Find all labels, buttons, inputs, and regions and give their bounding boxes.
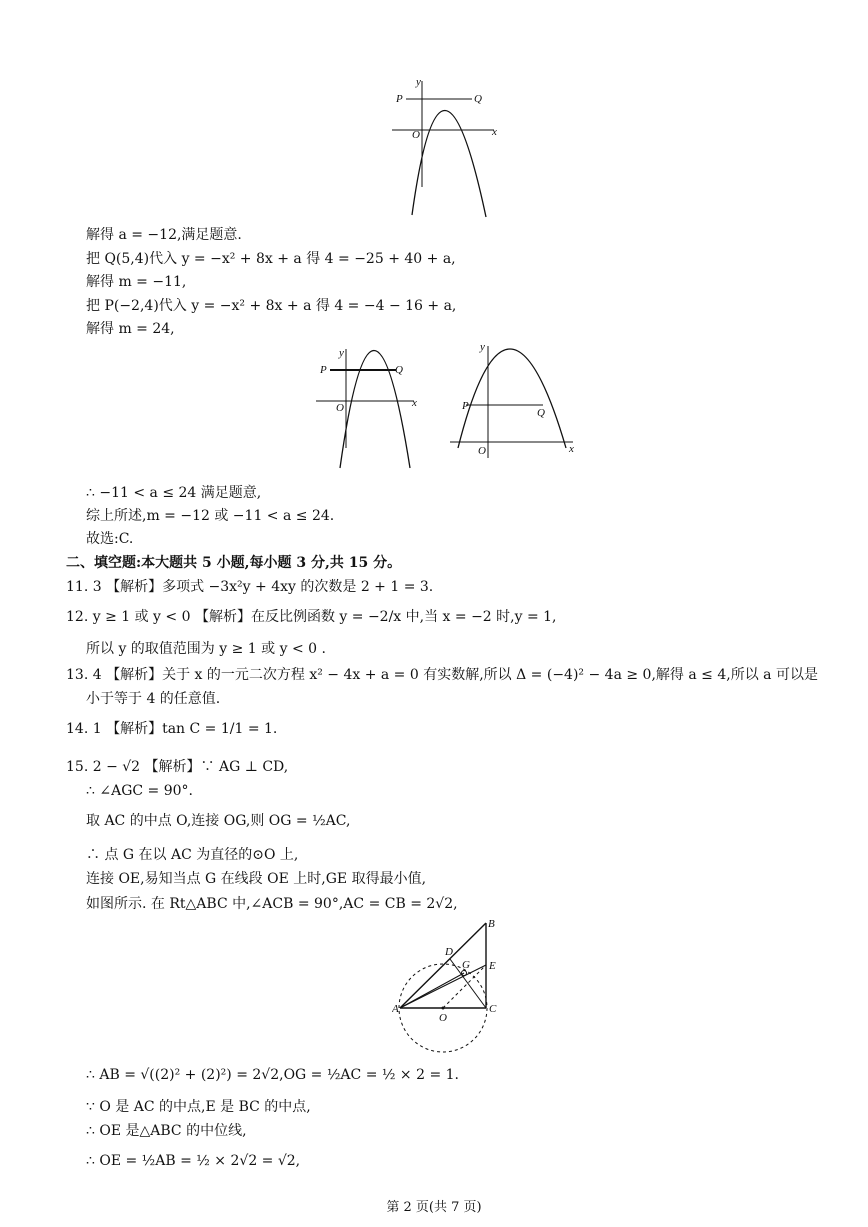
label-x: x — [412, 397, 417, 409]
label-g: G — [462, 959, 470, 971]
segment-ae — [400, 965, 486, 1008]
answer-15-a: ∴ ∠AGC = 90°. — [86, 783, 193, 799]
label-o: O — [336, 402, 344, 414]
label-o: O — [412, 129, 420, 141]
text-line-8: 故选:C. — [86, 531, 134, 547]
answer-15-e: 如图所示. 在 Rt△ABC 中,∠ACB = 90°,AC = CB = 2√2, — [86, 896, 458, 912]
answer-15-h: ∴ OE 是△ABC 的中位线, — [86, 1123, 247, 1139]
answer-15-c: ∴ 点 G 在以 AC 为直径的⊙O 上, — [86, 847, 299, 863]
label-q: Q — [474, 93, 482, 105]
triangle-circle-figure — [392, 915, 502, 1055]
text-line-3: 解得 m = −11, — [86, 274, 187, 290]
label-q: Q — [395, 364, 403, 376]
label-y: y — [480, 341, 485, 353]
answer-15: 15. 2 − √2 【解析】∵ AG ⊥ CD, — [66, 759, 289, 775]
label-p: P — [462, 400, 469, 412]
page-footer: 第 2 页(共 7 页) — [386, 1200, 482, 1215]
answer-12-cont: 所以 y 的取值范围为 y ≥ 1 或 y < 0 . — [86, 641, 326, 657]
answer-13-cont: 小于等于 4 的任意值. — [86, 691, 221, 707]
side-ab — [400, 923, 486, 1008]
parabola-figure-1 — [388, 75, 508, 220]
label-o: O — [478, 445, 486, 457]
answer-11: 11. 3 【解析】多项式 −3x²y + 4xy 的次数是 2 + 1 = 3. — [66, 579, 434, 595]
answer-15-i: ∴ OE = ½AB = ½ × 2√2 = √2, — [86, 1153, 301, 1169]
text-line-4: 把 P(−2,4)代入 y = −x² + 8x + a 得 4 = −4 − 16 + a, — [86, 298, 457, 314]
label-p: P — [320, 364, 327, 376]
answer-15-g: ∵ O 是 AC 的中点,E 是 BC 的中点, — [86, 1099, 311, 1115]
label-x: x — [492, 126, 497, 138]
answer-14: 14. 1 【解析】tan C = 1/1 = 1. — [66, 721, 278, 737]
label-o: O — [439, 1012, 447, 1024]
label-d: D — [445, 946, 453, 958]
answer-13: 13. 4 【解析】关于 x 的一元二次方程 x² − 4x + a = 0 有实数解,所以 Δ = (−4)² − 4a ≥ 0,解得 a ≤ 4,所以 a 可以是 — [66, 667, 818, 683]
label-x: x — [569, 443, 574, 455]
text-line-7: 综上所述,m = −12 或 −11 < a ≤ 24. — [86, 508, 335, 524]
label-e: E — [489, 960, 496, 972]
text-line-1: 解得 a = −12,满足题意. — [86, 227, 242, 243]
answer-15-d: 连接 OE,易知当点 G 在线段 OE 上时,GE 取得最小值, — [86, 871, 427, 887]
segment-ag — [400, 973, 464, 1008]
parabola-curve — [412, 110, 486, 217]
section-heading: 二、填空题:本大题共 5 小题,每小题 3 分,共 15 分。 — [66, 555, 402, 571]
parabola-curve — [458, 349, 566, 448]
parabola-figure-3 — [448, 340, 583, 475]
label-q: Q — [537, 407, 545, 419]
point-o — [442, 1007, 445, 1010]
label-y: y — [416, 76, 421, 88]
segment-oe — [443, 965, 486, 1008]
text-line-5: 解得 m = 24, — [86, 321, 175, 337]
answer-15-f: ∴ AB = √((2)² + (2)²) = 2√2,OG = ½AC = ½ × 2 = 1. — [86, 1067, 459, 1083]
text-line-2: 把 Q(5,4)代入 y = −x² + 8x + a 得 4 = −25 + 40 + a, — [86, 251, 456, 267]
parabola-figure-2 — [312, 343, 422, 473]
label-a: A — [392, 1003, 399, 1015]
label-p: P — [396, 93, 403, 105]
label-c: C — [489, 1003, 497, 1015]
answer-15-b: 取 AC 的中点 O,连接 OG,则 OG = ½AC, — [86, 813, 351, 829]
text-line-6: ∴ −11 < a ≤ 24 满足题意, — [86, 485, 262, 501]
label-y: y — [339, 347, 344, 359]
label-b: B — [488, 918, 495, 930]
answer-12: 12. y ≥ 1 或 y < 0 【解析】在反比例函数 y = −2/x 中,当 x = −2 时,y = 1, — [66, 609, 557, 625]
